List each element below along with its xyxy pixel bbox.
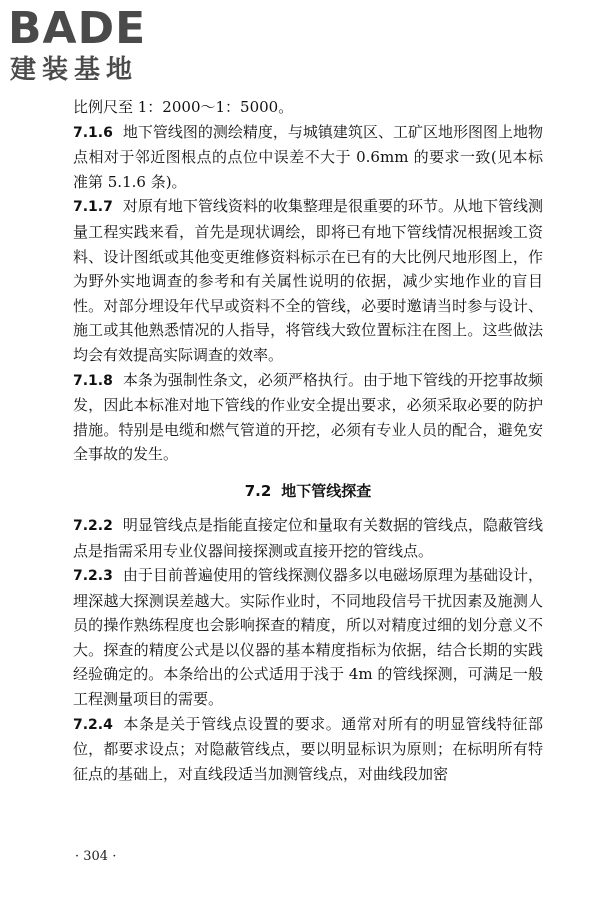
- clause-text: 由于目前普遍使用的管线探测仪器多以电磁场原理为基础设计，埋深越大探测误差越大。实际作业时，不同地段信号干扰因素及施测人员的操作熟练程度也会影响探查的精度，所以对精度过细的划分意义不大。探查的精度公式是以仪器的基本精度指标为依据，结合长期的实践经验确定的。本条给出的公式适用于浅于 4m 的管线探测，可满足一般工程测量项目的需要。: [73, 566, 543, 709]
- logo-subtitle: 建装基地: [10, 55, 139, 85]
- section-number: 7.2: [244, 481, 272, 500]
- logo-wordmark: BADE: [8, 3, 147, 54]
- clause-7-1-6: [73, 120, 543, 195]
- clause-text: 地下管线图的测绘精度，与城镇建筑区、工矿区地形图图上地物点相对于邻近图根点的点位中误差不大于 0.6mm 的要求一致(见本标准第 5.1.6 条)。: [73, 122, 543, 191]
- clause-7-2-3: [73, 563, 543, 712]
- document-body: [73, 95, 543, 786]
- clause-7-2-4: [73, 712, 543, 787]
- clause-number: 7.1.7: [73, 199, 113, 216]
- intro-line: 比例尺至 1：2000～1：5000。: [73, 98, 294, 116]
- clause-7-1-8: [73, 368, 543, 467]
- clause-text: 明显管线点是指能直接定位和量取有关数据的管线点，隐蔽管线点是指需采用专业仪器间接探测或直接开挖的管线点。: [73, 515, 543, 560]
- clause-number: 7.2.2: [73, 517, 113, 534]
- clause-number: 7.1.8: [73, 372, 113, 389]
- clause-7-2-2: [73, 513, 543, 563]
- section-heading: [73, 479, 543, 503]
- clause-text: 本条是关于管线点设置的要求。通常对所有的明显管线特征部位，都要求设点；对隐蔽管线点，要以明显标识为原则；在标明所有特征点的基础上，对直线段适当加测管线点，对曲线段加密: [73, 714, 543, 783]
- clause-number: 7.2.3: [73, 568, 113, 585]
- clause-number: 7.2.4: [73, 716, 113, 733]
- clause-text: 对原有地下管线资料的收集整理是很重要的环节。从地下管线测量工程实践来看，首先是现状调绘，即将已有地下管线情况根据竣工资料、设计图纸或其他变更维修资料标示在已有的大比例尺地形图上，作为野外实地调查的参考和有关属性说明的依据，减少实地作业的盲目性。对部分埋设年代早或资料不全的管线，必要时邀请当时参与设计、施工或其他熟悉情况的人指导，将管线大致位置标注在图上。这些做法均会有效提高实际调查的效率。: [73, 197, 543, 364]
- section-title: 地下管线探查: [281, 481, 372, 500]
- clause-text: 本条为强制性条文，必须严格执行。由于地下管线的开挖事故频发，因此本标准对地下管线的作业安全提出要求，必须采取必要的防护措施。特别是电缆和燃气管道的开挖，必须有专业人员的配合，避免安全事故的发生。: [73, 370, 543, 464]
- clause-7-1-7: [73, 194, 543, 367]
- brand-logo: [8, 4, 188, 88]
- page-number: · 304 ·: [75, 849, 117, 864]
- clause-number: 7.1.6: [73, 124, 113, 141]
